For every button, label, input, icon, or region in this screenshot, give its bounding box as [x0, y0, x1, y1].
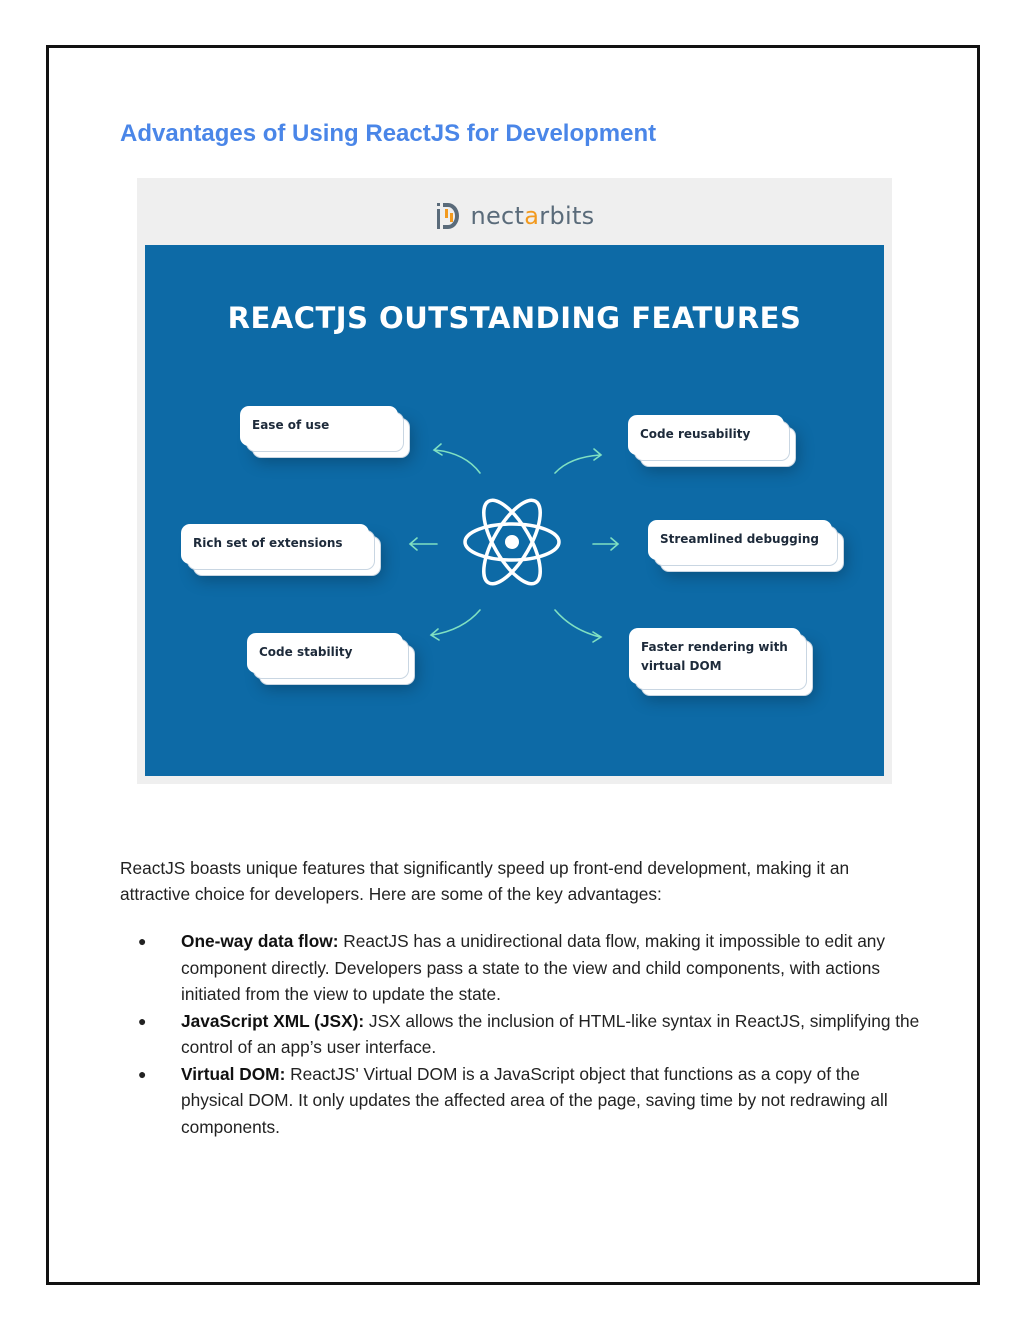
logo-suffix: bits: [549, 202, 595, 230]
list-item-term: One-way data flow:: [181, 931, 339, 951]
feature-label: Streamlined debugging: [660, 532, 819, 546]
list-item: [120, 1008, 920, 1061]
feature-label: Code reusability: [640, 427, 751, 441]
logo-prefix: nect: [470, 202, 525, 230]
bullet-icon: ●: [138, 933, 147, 949]
feature-card-code-reusability: [628, 415, 784, 455]
list-item-term: Virtual DOM:: [181, 1063, 286, 1084]
nectarbits-logo: [137, 196, 892, 236]
advantages-list: [120, 928, 920, 1140]
react-atom-icon: [457, 487, 567, 597]
intro-paragraph: ReactJS boasts unique features that significantly speed up front-end development, making it an attractive choice for developers. Here are some of the key advantages:: [120, 858, 850, 904]
bullet-icon: ●: [138, 1012, 147, 1029]
arrow-top-left: [435, 450, 480, 473]
feature-card-ease-of-use: [240, 406, 398, 446]
feature-card-streamlined-debugging: [648, 520, 832, 560]
arrow-bottom-left: [432, 610, 480, 635]
page-title: Advantages of Using ReactJS for Development: [120, 120, 657, 147]
feature-label: Ease of use: [252, 418, 330, 432]
feature-card-code-stability: [247, 633, 403, 673]
bullet-icon: ●: [138, 1065, 147, 1082]
arrow-top-right: [555, 455, 600, 473]
feature-card-faster-rendering: [629, 628, 801, 684]
nectarbits-logo-icon: [434, 199, 464, 233]
feature-label: Rich set of extensions: [193, 536, 343, 550]
feature-image: [137, 178, 892, 784]
list-item-text: ReactJS' Virtual DOM is a JavaScript object that functions as a copy of the physical DOM. It only updates the affected area of the page, saving time by not redrawing all components.: [181, 1063, 888, 1137]
features-infographic: [145, 245, 884, 776]
list-item: [120, 1061, 920, 1141]
list-item-text: ReactJS has a unidirectional data flow, making it impossible to edit any component directly. Developers pass a state to the view and child components, with actions initiated from the view to update the state.: [181, 931, 886, 1004]
logo-accent-letter: a: [524, 202, 540, 230]
list-item-term: JavaScript XML (JSX):: [181, 1010, 365, 1031]
list-item-text: JSX allows the inclusion of HTML-like syntax in ReactJS, simplifying the control of an app’s user interface.: [181, 1010, 920, 1057]
feature-label: Code stability: [259, 645, 353, 659]
list-item: [120, 928, 920, 1008]
feature-label: Faster rendering with virtual DOM: [641, 640, 788, 673]
infographic-title: REACTJS OUTSTANDING FEATURES: [227, 301, 802, 335]
feature-card-rich-extensions: [181, 524, 369, 564]
arrow-top-left-head: [434, 444, 442, 455]
logo-wordmark: nectarbits: [470, 202, 595, 230]
